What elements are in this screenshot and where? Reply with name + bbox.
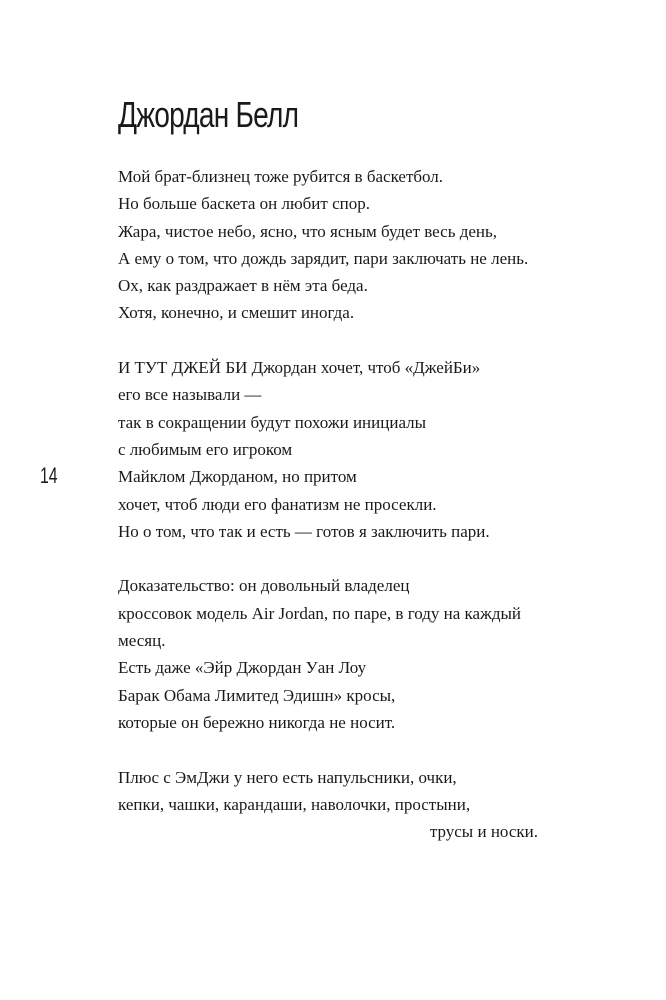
poem-line: Плюс с ЭмДжи у него есть напульсники, очки, [118,767,457,787]
stanza-2 [118,354,608,545]
poem-line: Хотя, конечно, и смешит иногда. [118,303,355,323]
stanza-4 [118,764,608,846]
poem-line: А ему о том, что дождь зарядит, пари заключать не лень. [118,248,529,268]
poem-line: кепки, чашки, карандаши, наволочки, простыни, [118,794,471,814]
poem-line: так в сокращении будут похожи инициалы [118,412,427,432]
poem-line: И ТУТ ДЖЕЙ БИ Джордан хочет, чтоб «ДжейБи» [118,358,481,378]
poem-line: Но больше баскета он любит спор. [118,194,370,214]
poem-line: Ох, как раздражает в нём эта беда. [118,276,368,296]
poem-line: кроссовок модель Air Jordan, по паре, в году на каждый [118,603,522,623]
stanza-1 [118,163,608,327]
stanza-3 [118,572,608,736]
poem-line: его все называли — [118,385,262,405]
poem-line: Есть даже «Эйр Джордан Уан Лоу [118,658,367,678]
poem-line: Доказательство: он довольный владелец [118,576,410,596]
poem-line: Барак Обама Лимитед Эдишн» кросы, [118,685,396,705]
poem-line: месяц. [118,631,166,651]
poem-line: которые он бережно никогда не носит. [118,712,396,732]
page-title: Джордан Белл [118,94,299,135]
poem-line: Но о том, что так и есть — готов я заключить пари. [118,521,490,541]
poem-line: хочет, чтоб люди его фанатизм не просекли. [118,494,437,514]
poem-line: Майклом Джорданом, но притом [118,467,357,487]
poem-body [118,163,608,873]
poem-line: Мой брат-близнец тоже рубится в баскетбол. [118,167,444,186]
poem-line: Жара, чистое небо, ясно, что ясным будет весь день, [118,221,497,241]
page-number: 14 [40,463,58,488]
poem-line-indented: трусы и носки. [429,822,538,842]
poem-line: с любимым его игроком [118,439,293,459]
